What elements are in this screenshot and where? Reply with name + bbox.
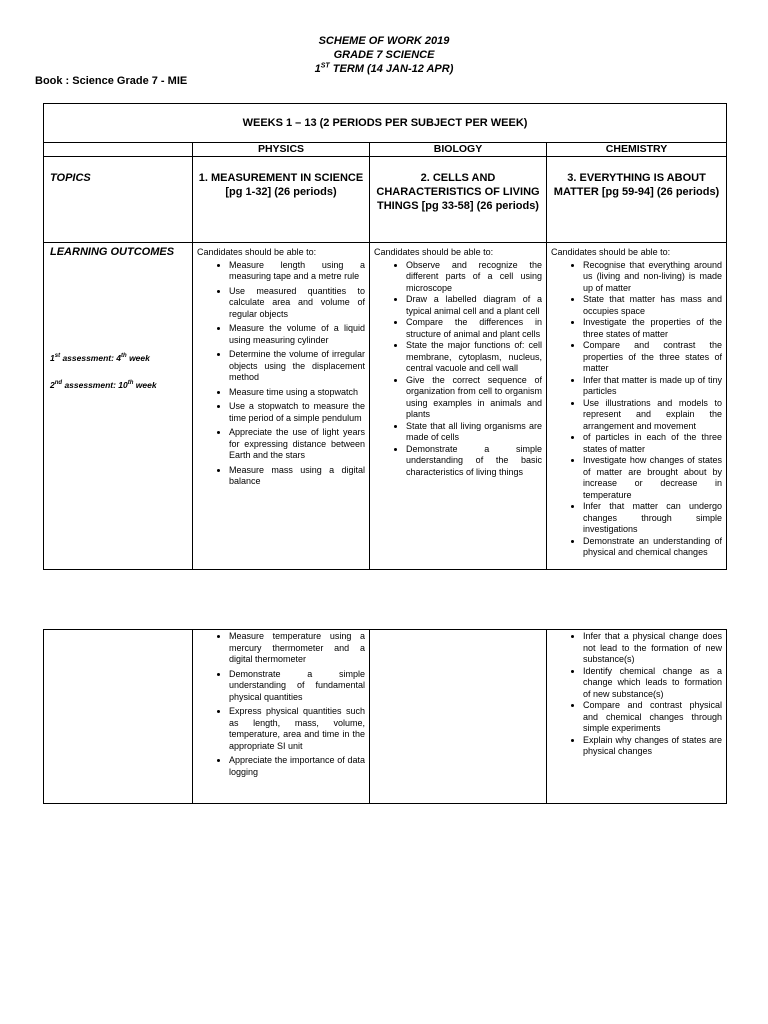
header-title: SCHEME OF WORK 2019 [318, 35, 450, 47]
topic-chemistry: 3. EVERYTHING IS ABOUT MATTER [pg 59-94] (26 periods) [547, 157, 727, 243]
outcomes-list [551, 631, 722, 758]
outcome-item: • Express physical quantities such as length, mass, volume, temperature, area and time in the appropriate SI unit [229, 706, 365, 752]
outcomes-list [197, 631, 365, 778]
outcome-item: • State that all living organisms are made of cells [406, 421, 542, 444]
outcomes-list [197, 260, 365, 488]
continued-label-cell [44, 630, 193, 804]
header-grade: GRADE 7 SCIENCE [333, 49, 435, 61]
document-header [0, 34, 768, 76]
learning-outcomes-cell [44, 243, 193, 570]
outcome-item: • Demonstrate a simple understanding of the basic characteristics of living things [406, 444, 542, 479]
outcome-item: • Investigate the properties of the three states of matter [583, 317, 722, 340]
continuation-table [43, 629, 727, 804]
outcomes-list [374, 260, 542, 479]
outcomes-intro: Candidates should be able to: [197, 247, 317, 257]
outcomes-chemistry [547, 243, 727, 570]
outcome-item: • Explain why changes of states are physical changes [583, 735, 722, 758]
outcome-item: • Compare and contrast the properties of the three states of matter [583, 340, 722, 375]
weeks-title: WEEKS 1 – 13 (2 PERIODS PER SUBJECT PER WEEK) [44, 104, 727, 143]
outcome-item: • Appreciate the use of light years for expressing distance between Earth and the stars [229, 427, 365, 462]
outcomes-biology [370, 243, 547, 570]
outcome-item: • Identify chemical change as a change which leads to formation of new substance(s) [583, 666, 722, 701]
outcome-item: • of particles in each of the three states of matter [583, 432, 722, 455]
scheme-table [43, 103, 727, 570]
outcome-item: • Measure temperature using a mercury thermometer and a digital thermometer [229, 631, 365, 666]
header-term: 1ST TERM (14 JAN-12 APR) [314, 62, 454, 75]
outcome-item: • Compare the differences in structure of animal and plant cells [406, 317, 542, 340]
column-physics: PHYSICS [193, 143, 370, 157]
outcomes-intro: Candidates should be able to: [374, 247, 494, 257]
outcome-item: • Use illustrations and models to represent and explain the arrangement and movement [583, 398, 722, 433]
outcome-item: • Investigate how changes of states of matter are brought about by increase or decrease in temperature [583, 455, 722, 501]
outcome-item: • Appreciate the importance of data logging [229, 755, 365, 778]
topic-biology: 2. CELLS AND CHARACTERISTICS OF LIVING THINGS [pg 33-58] (26 periods) [370, 157, 547, 243]
outcome-item: • Give the correct sequence of organization from cell to organism using examples in animals and plants [406, 375, 542, 421]
outcome-item: • Determine the volume of irregular objects using the displacement method [229, 349, 365, 384]
corner-cell [44, 143, 193, 157]
topic-physics: 1. MEASUREMENT IN SCIENCE [pg 1-32] (26 periods) [193, 157, 370, 243]
outcome-item: • Draw a labelled diagram of a typical animal cell and a plant cell [406, 294, 542, 317]
continued-biology [370, 630, 547, 804]
outcome-item: • State that matter has mass and occupies space [583, 294, 722, 317]
outcomes-physics [193, 243, 370, 570]
column-biology: BIOLOGY [370, 143, 547, 157]
outcome-item: • Measure the volume of a liquid using measuring cylinder [229, 323, 365, 346]
outcome-item: • Measure time using a stopwatch [229, 387, 365, 399]
outcome-item: • Observe and recognize the different parts of a cell using microscope [406, 260, 542, 295]
outcome-item: • Demonstrate a simple understanding of fundamental physical quantities [229, 669, 365, 704]
outcome-item: • Use measured quantities to calculate area and volume of regular objects [229, 286, 365, 321]
outcome-item: • Infer that matter is made up of tiny particles [583, 375, 722, 398]
continued-chemistry [547, 630, 727, 804]
outcomes-list [551, 260, 722, 559]
learning-outcomes-label: LEARNING OUTCOMES [50, 246, 175, 258]
outcome-item: • Compare and contrast physical and chemical changes through simple experiments [583, 700, 722, 735]
continued-physics [193, 630, 370, 804]
outcome-item: • Recognise that everything around us (living and non-living) is made up of matter [583, 260, 722, 295]
outcome-item: • Demonstrate an understanding of physical and chemical changes [583, 536, 722, 559]
outcome-item: • State the major functions of: cell membrane, cytoplasm, nucleus, central vacuole and cell wall [406, 340, 542, 375]
outcome-item: • Use a stopwatch to measure the time period of a simple pendulum [229, 401, 365, 424]
topics-label: TOPICS [44, 157, 193, 243]
outcomes-intro: Candidates should be able to: [551, 247, 671, 257]
outcome-item: • Infer that matter can undergo changes through simple investigations [583, 501, 722, 536]
column-chemistry: CHEMISTRY [547, 143, 727, 157]
book-reference: Book : Science Grade 7 - MIE [35, 75, 188, 87]
outcome-item: • Infer that a physical change does not lead to the formation of new substance(s) [583, 631, 722, 666]
assessment-2: 2nd assessment: 10th week [50, 379, 157, 390]
outcome-item: • Measure mass using a digital balance [229, 465, 365, 488]
assessment-1: 1st assessment: 4th week [50, 352, 150, 363]
outcome-item: • Measure length using a measuring tape and a metre rule [229, 260, 365, 283]
